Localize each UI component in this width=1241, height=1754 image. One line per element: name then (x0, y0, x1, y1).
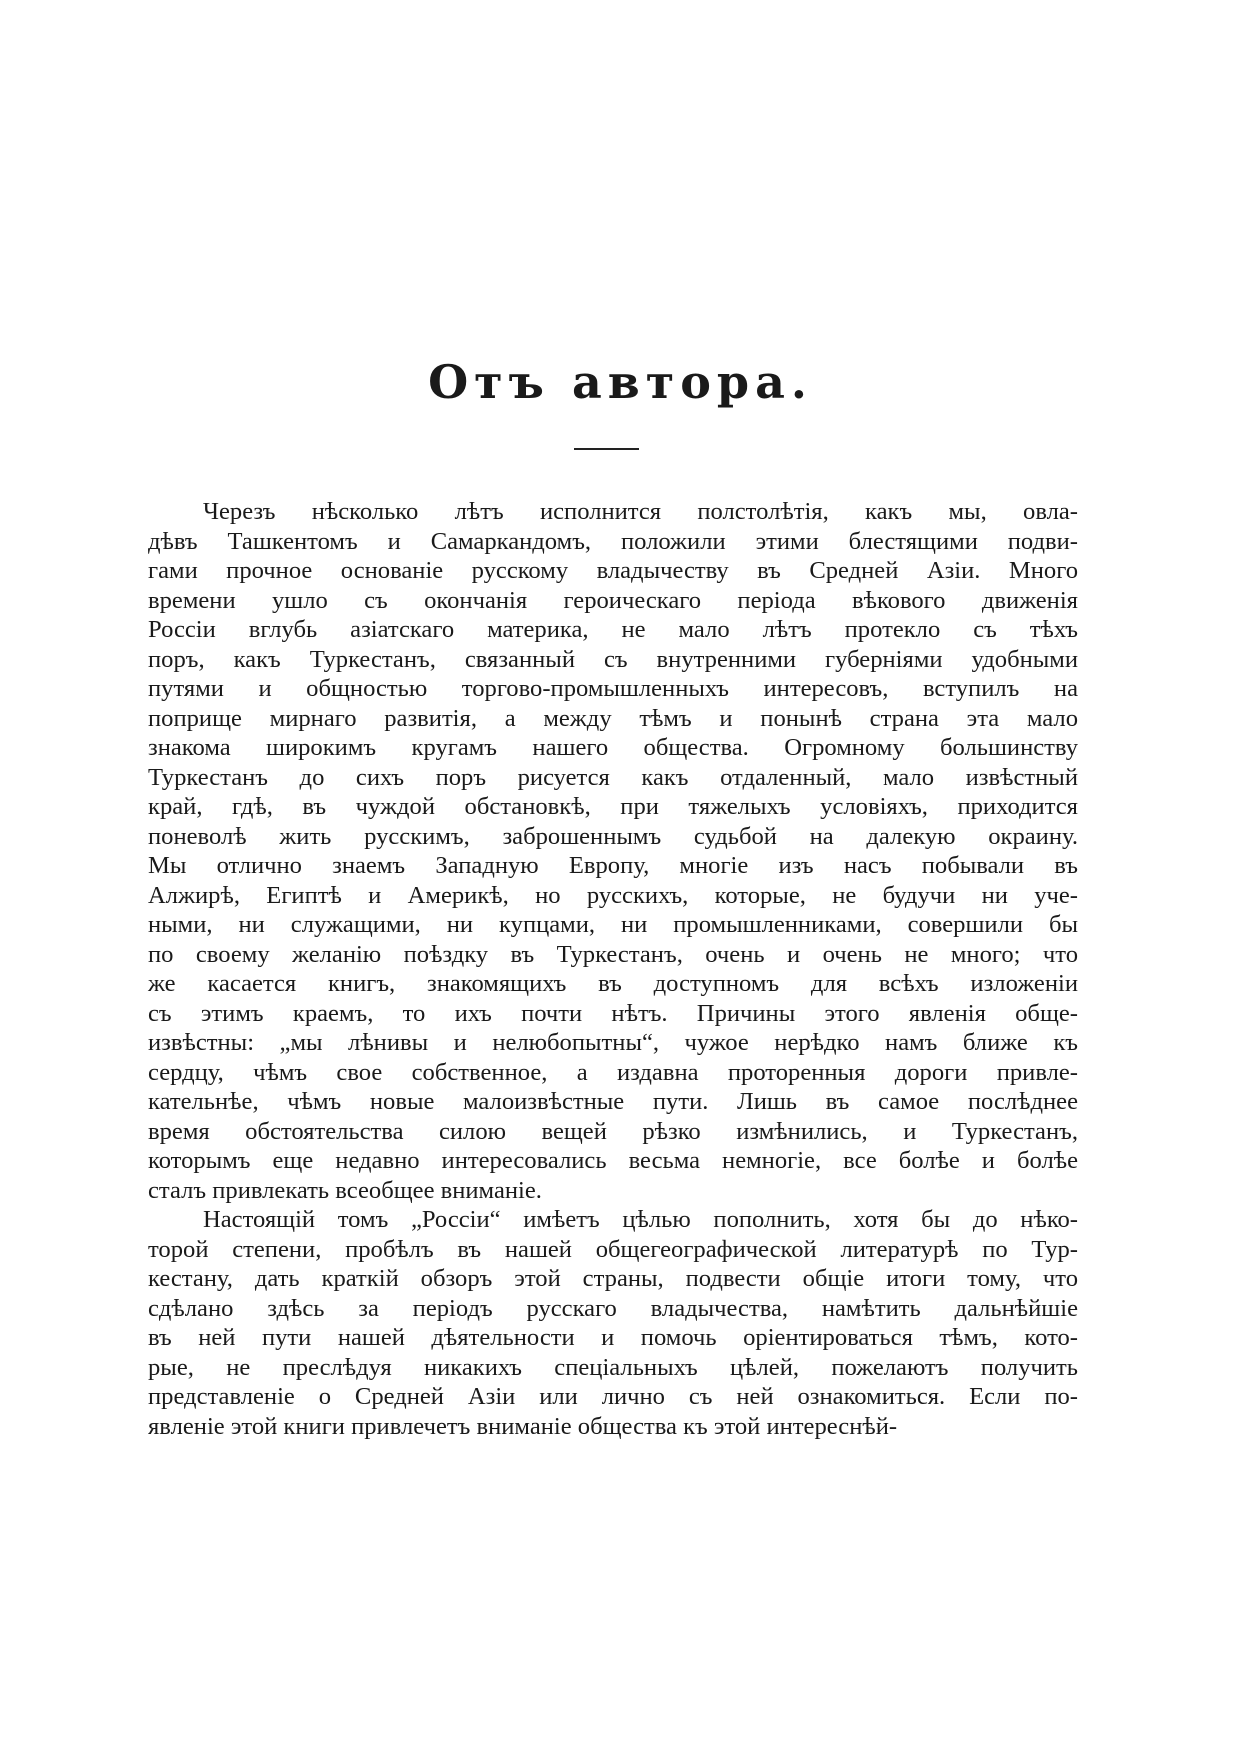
text-line: путями и общностью торгово-промышленныхъ интересовъ, вступилъ на (148, 675, 1078, 702)
text-line: съ этимъ краемъ, то ихъ почти нѣтъ. Причины этого явленія обще- (148, 999, 1078, 1027)
text-line: сталъ привлекать всеобщее вниманіе. (148, 1176, 542, 1204)
text-line: время обстоятельства силою вещей рѣзко измѣнились, и Туркестанъ, (148, 1117, 1078, 1145)
text-line: кестану, дать краткій обзоръ этой страны, подвести общіе итоги тому, что (148, 1265, 1078, 1292)
text-line: Черезъ нѣсколько лѣтъ исполнится полстолѣтія, какъ мы, овла- (203, 498, 1078, 525)
text-line: ными, ни служащими, ни купцами, ни промышленниками, совершили бы (148, 911, 1078, 938)
text-line: сердцу, чѣмъ свое собственное, а издавна проторенныя дороги привле- (148, 1058, 1078, 1086)
text-line: знакома широкимъ кругамъ нашего общества. Огромному большинству (148, 734, 1078, 761)
page-title: Отъ автора. (428, 355, 813, 409)
title-divider (574, 448, 639, 450)
text-line: сдѣлано здѣсь за періодъ русскаго владычества, намѣтить дальнѣйшіе (148, 1294, 1078, 1322)
text-line: въ ней пути нашей дѣятельности и помочь оріентироваться тѣмъ, кото- (148, 1324, 1078, 1351)
text-line: времени ушло съ окончанія героическаго періода вѣкового движенія (148, 586, 1078, 614)
text-line: гами прочное основаніе русскому владычеству въ Средней Азіи. Много (148, 557, 1078, 584)
text-line: рые, не преслѣдуя никакихъ спеціальныхъ цѣлей, пожелаютъ получить (148, 1353, 1078, 1381)
text-line: кательнѣе, чѣмъ новые малоизвѣстные пути. Лишь въ самое послѣднее (148, 1088, 1078, 1115)
text-line: Россіи вглубь азіатскаго материка, не мало лѣтъ протекло съ тѣхъ (148, 616, 1078, 643)
text-line: же касается книгъ, знакомящихъ въ доступномъ для всѣхъ изложеніи (148, 970, 1078, 997)
text-line: Мы отлично знаемъ Западную Европу, многіе изъ насъ побывали въ (148, 852, 1078, 879)
paragraph-2 (148, 1205, 1078, 1441)
text-line: явленіе этой книги привлечетъ вниманіе общества къ этой интереснѣй- (148, 1412, 898, 1440)
text-line: которымъ еще недавно интересовались весьма немногіе, все болѣе и болѣе (148, 1147, 1078, 1174)
text-line: поневолѣ жить русскимъ, заброшеннымъ судьбой на далекую окраину. (148, 822, 1078, 850)
text-line: Настоящій томъ „Россіи“ имѣетъ цѣлью пополнить, хотя бы до нѣко- (203, 1206, 1078, 1233)
body-text (148, 497, 1078, 1441)
text-line: торой степени, пробѣлъ въ нашей общегеографической литературѣ по Тур- (148, 1235, 1078, 1263)
text-line: край, гдѣ, въ чуждой обстановкѣ, при тяжелыхъ условіяхъ, приходится (148, 793, 1078, 820)
paragraph-1 (148, 497, 1078, 1205)
text-line: по своему желанію поѣздку въ Туркестанъ, очень и очень не много; что (148, 940, 1078, 968)
text-line: поприще мирнаго развитія, а между тѣмъ и понынѣ страна эта мало (148, 704, 1078, 732)
text-line: Туркестанъ до сихъ поръ рисуется какъ отдаленный, мало извѣстный (148, 763, 1078, 791)
text-line: представленіе о Средней Азіи или лично съ ней ознакомиться. Если по- (148, 1383, 1078, 1410)
text-line: Алжирѣ, Египтѣ и Америкѣ, но русскихъ, которые, не будучи ни уче- (148, 881, 1078, 909)
text-line: извѣстны: „мы лѣнивы и нелюбопытны“, чужое нерѣдко намъ ближе къ (148, 1029, 1078, 1056)
text-line: поръ, какъ Туркестанъ, связанный съ внутренними губерніями удобными (148, 645, 1078, 673)
text-line: дѣвъ Ташкентомъ и Самаркандомъ, положили этими блестящими подви- (148, 527, 1078, 555)
